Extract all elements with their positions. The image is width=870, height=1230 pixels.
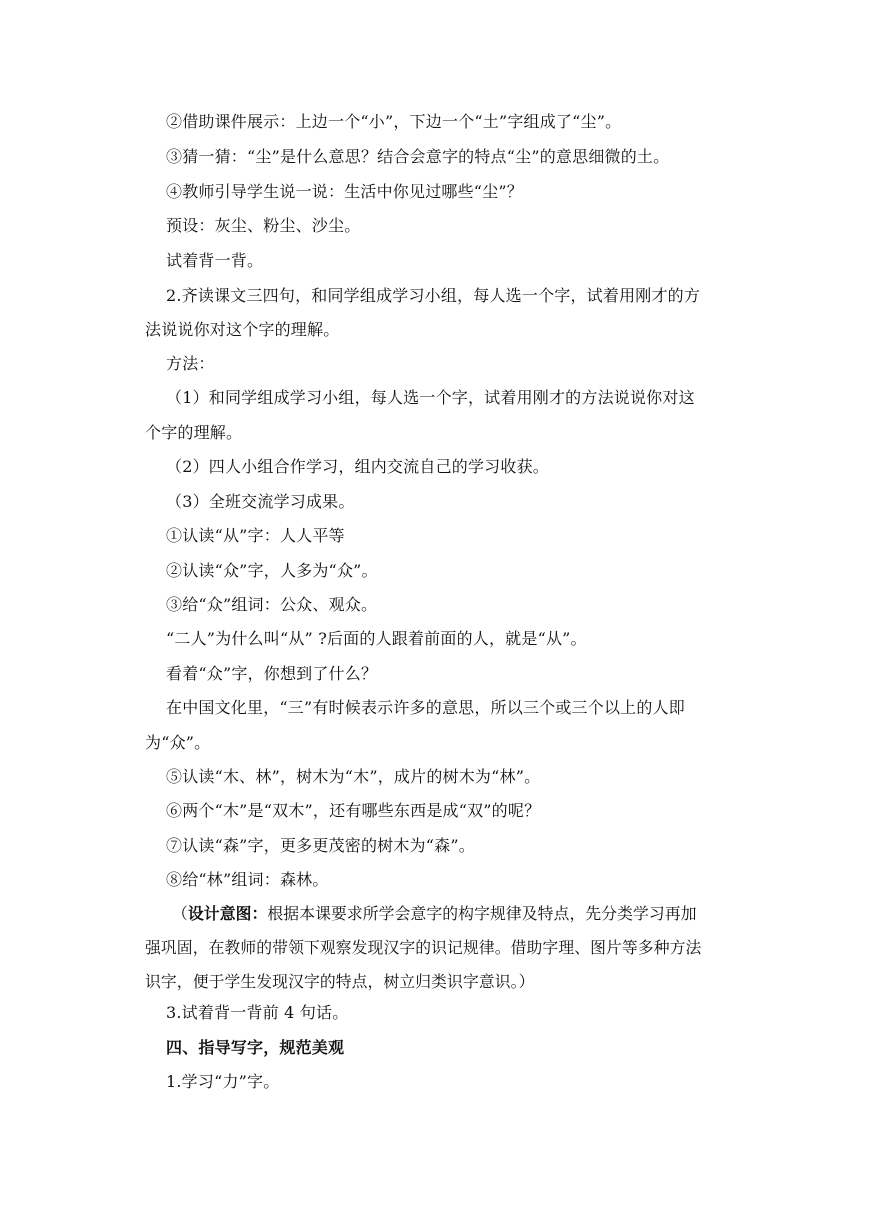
text-line: ②认读“众”字，人多为“众”。 — [166, 561, 378, 580]
text-line: （1）和同学组成学习小组，每人选一个字，试着用刚才的方法说说你对这 — [166, 388, 695, 407]
design-intent-text: 根据本课要求所学会意字的构字规律及特点，先分类学习再加 — [267, 904, 697, 923]
text-line: 3.试着背一背前 4 句话。 — [166, 1003, 349, 1022]
text-line: 在中国文化里，“三”有时候表示许多的意思，所以三个或三个以上的人即 — [166, 698, 685, 717]
text-line: 个字的理解。 — [145, 423, 243, 442]
text-line: 试着背一背。 — [166, 251, 264, 270]
section-heading: 四、指导写字，规范美观 — [166, 1038, 345, 1057]
text-line: ②借助课件展示：上边一个“小”，下边一个“土”字组成了“尘”。 — [166, 112, 622, 131]
text-line: ①认读“从”字：人人平等 — [166, 526, 345, 545]
text-line: ③猜一猜：“尘”是什么意思？结合会意字的特点“尘”的意思细微的土。 — [166, 147, 670, 166]
text-line: 1.学习“力”字。 — [166, 1072, 280, 1091]
text-line: ⑦认读“森”字，更多更茂密的树木为“森”。 — [166, 836, 475, 855]
text-line: 看着“众”字，你想到了什么？ — [166, 664, 378, 683]
design-intent-line-1 — [145, 897, 770, 931]
design-intent-note — [145, 897, 770, 999]
text-line: 为“众”。 — [145, 733, 211, 752]
text-line: 预设：灰尘、粉尘、沙尘。 — [166, 216, 361, 235]
text-line: 方法： — [166, 354, 215, 373]
text-line: ⑥两个“木”是“双木”，还有哪些东西是成“双”的呢？ — [166, 801, 541, 820]
text-line: 法说说你对这个字的理解。 — [145, 320, 340, 339]
text-line: “二人”为什么叫“从” ?后面的人跟着前面的人，就是“从”。 — [166, 629, 587, 648]
design-intent-line-3: 识字，便于学生发现汉字的特点，树立归类识字意识。） — [145, 972, 535, 991]
text-line: ⑤认读“木、林”，树木为“木”，成片的树木为“林”。 — [166, 767, 541, 786]
design-intent-label: 设计意图： — [187, 904, 268, 923]
design-intent-line-2: 强巩固，在教师的带领下观察发现汉字的识记规律。借助字理、图片等多种方法 — [145, 938, 702, 957]
text-line: 2.齐读课文三四句，和同学组成学习小组，每人选一个字，试着用刚才的方 — [166, 286, 701, 305]
open-paren: （ — [172, 904, 188, 923]
text-line: （2）四人小组合作学习，组内交流自己的学习收获。 — [166, 457, 549, 476]
text-line: ④教师引导学生说一说：生活中你见过哪些“尘”？ — [166, 182, 523, 201]
text-line: （3）全班交流学习成果。 — [166, 492, 355, 511]
text-line: ⑧给“林”组词：森林。 — [166, 870, 329, 889]
text-line: ③给“众”组词：公众、观众。 — [166, 595, 378, 614]
